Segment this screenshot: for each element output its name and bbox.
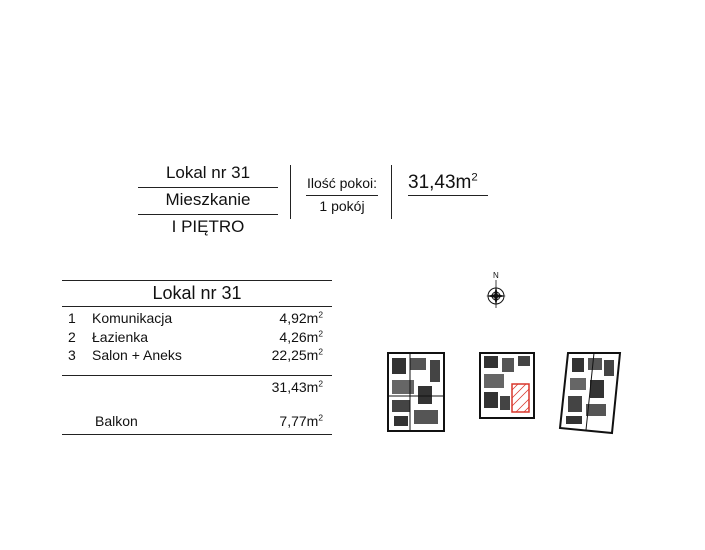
table-top-rule [62,280,332,281]
building-plan-right [560,353,620,433]
table-bottom-rule [62,434,332,435]
sum-row: $31,43m^2$ [271,378,323,395]
balcony-row: Balkon $7,77m^2$ [95,412,323,429]
divider [408,195,488,196]
unit-type: Mieszkanie [165,190,251,209]
divider [290,165,291,219]
rooms-label: Ilość pokoi: [306,175,378,191]
building-plan-left [388,353,444,431]
building-plan-middle [480,353,534,418]
rooms-value: 1 pokój [319,198,365,214]
sum-rule [62,375,332,376]
divider [391,165,392,219]
divider [138,214,278,215]
floor-plans-graphic [380,268,640,438]
table-row: 1 Komunikacja $4,92m^2$ [68,309,323,326]
unit-title: Lokal nr 31 [165,163,251,182]
divider [306,195,378,196]
floor-label: I PIĘTRO [171,217,245,236]
table-row: 2 Łazienka $4,26m^2$ [68,328,323,345]
svg-text:N: N [493,271,499,280]
table-row: 3 Salon + Aneks $22,25m^2$ [68,346,323,363]
compass-rose-icon [486,271,506,308]
divider [138,187,278,188]
total-area: $31,43m^2$ [408,171,478,193]
table-title: Lokal nr 31 [152,283,242,303]
table-header-rule [62,306,332,307]
